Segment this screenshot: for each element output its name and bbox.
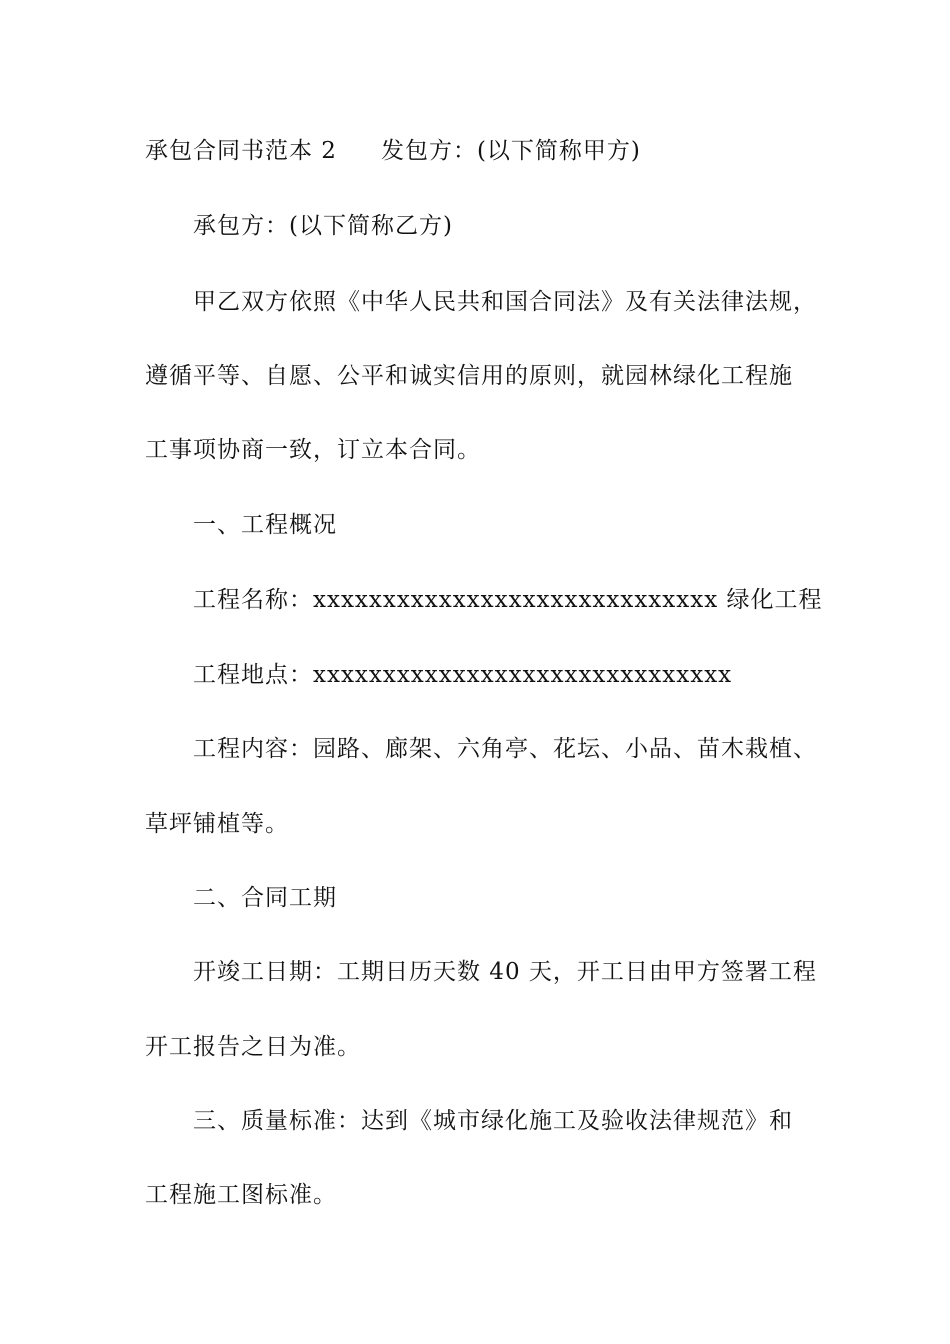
party-b-line: 承包方：(以下简称乙方) — [193, 213, 453, 239]
project-content-line-2: 草坪铺植等。 — [145, 811, 289, 837]
schedule-line-2: 开工报告之日为准。 — [145, 1034, 361, 1060]
project-content-line-1: 工程内容：园路、廊架、六角亭、花坛、小品、苗木栽植、 — [193, 736, 817, 762]
section-2-heading: 二、合同工期 — [193, 885, 337, 911]
intro-line-3: 工事项协商一致，订立本合同。 — [145, 437, 481, 463]
project-location-line: 工程地点：xxxxxxxxxxxxxxxxxxxxxxxxxxxxxx — [193, 662, 733, 688]
intro-line-1: 甲乙双方依照《中华人民共和国合同法》及有关法律法规， — [193, 289, 817, 315]
intro-line-2: 遵循平等、自愿、公平和诚实信用的原则，就园林绿化工程施 — [145, 363, 793, 389]
section-3-line-1: 三、质量标准：达到《城市绿化施工及验收法律规范》和 — [193, 1108, 793, 1134]
section-3-line-2: 工程施工图标准。 — [145, 1182, 337, 1208]
document-title: 承包合同书范本 2 — [145, 138, 337, 164]
party-a-label: 发包方：(以下简称甲方) — [380, 138, 641, 164]
section-1-heading: 一、工程概况 — [193, 512, 337, 538]
project-name-line: 工程名称：xxxxxxxxxxxxxxxxxxxxxxxxxxxxx 绿化工程 — [193, 587, 823, 613]
title-line — [145, 131, 845, 171]
schedule-line-1: 开竣工日期：工期日历天数 40 天，开工日由甲方签署工程 — [193, 959, 817, 985]
